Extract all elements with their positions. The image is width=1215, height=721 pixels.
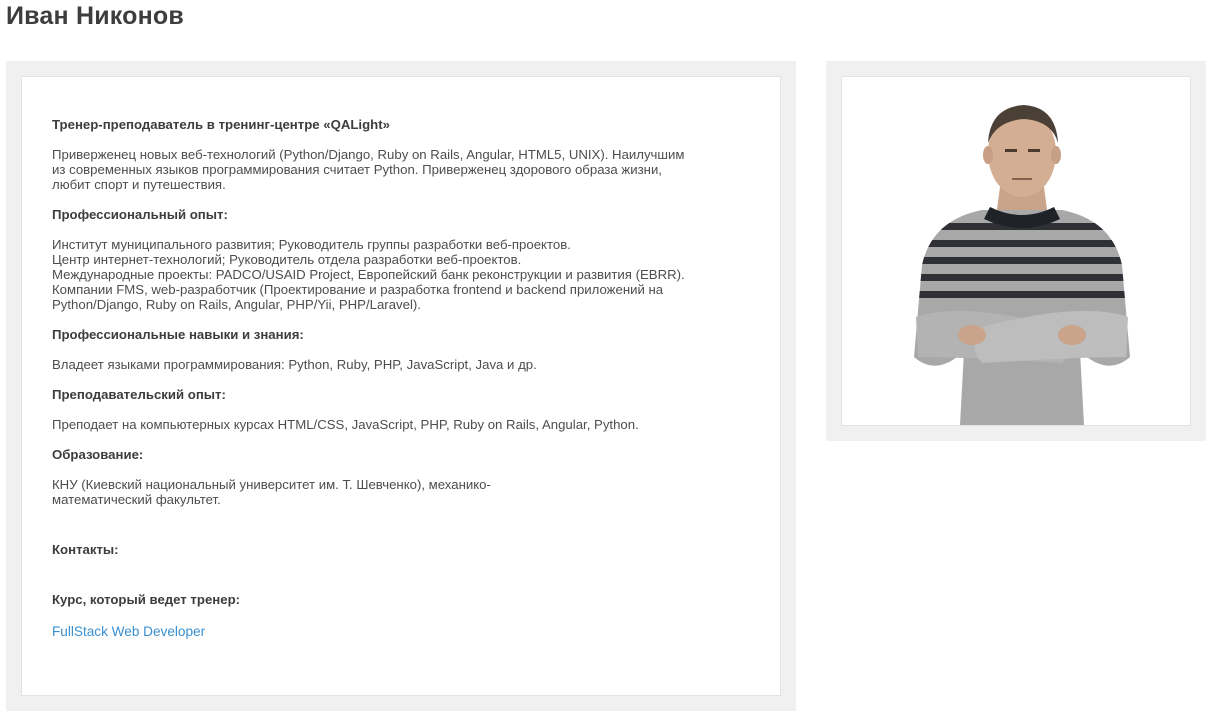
- experience-line: Центр интернет-технологий; Руководитель отдела разработки веб-проектов.: [52, 252, 522, 267]
- photo-card: [841, 76, 1191, 426]
- experience-line: Международные проекты: PADCO/USAID Project, Европейский банк реконструкции и развития (EBRR).: [52, 267, 685, 282]
- contacts-heading: Контакты:: [52, 542, 119, 557]
- bio-panel: [6, 61, 796, 711]
- experience-line: Компании FMS, web-разработчик (Проектирование и разработка frontend и backend приложений на: [52, 282, 664, 297]
- trainer-portrait-photo: [902, 95, 1142, 425]
- education-heading: Образование:: [52, 447, 144, 462]
- course-link[interactable]: FullStack Web Developer: [52, 624, 206, 639]
- education-line: математический факультет.: [52, 492, 221, 507]
- about-line: Приверженец новых веб-технологий (Python/Django, Ruby on Rails, Angular, HTML5, UNIX). Наилучшим: [52, 147, 685, 162]
- about-line: любит спорт и путешествия.: [52, 177, 226, 192]
- position-heading: Тренер-преподаватель в тренинг-центре «QALight»: [52, 117, 390, 132]
- experience-heading: Профессиональный опыт:: [52, 207, 228, 222]
- education-line: КНУ (Киевский национальный университет им. Т. Шевченко), механико-: [52, 477, 491, 492]
- about-line: из современных языков программирования считает Python. Приверженец здорового образа жизни,: [52, 162, 662, 177]
- experience-line: Python/Django, Ruby on Rails, Angular, PHP/Yii, PHP/Laravel).: [52, 297, 421, 312]
- teaching-heading: Преподавательский опыт:: [52, 387, 226, 402]
- bio-content: [52, 117, 752, 639]
- skills-heading: Профессиональные навыки и знания:: [52, 327, 304, 342]
- photo-panel: [826, 61, 1206, 441]
- bio-card: [21, 76, 781, 696]
- course-heading: Курс, который ведет тренер:: [52, 592, 241, 607]
- teaching-text: Преподает на компьютерных курсах HTML/CSS, JavaScript, PHP, Ruby on Rails, Angular, Python.: [52, 417, 639, 432]
- skills-text: Владеет языками программирования: Python, Ruby, PHP, JavaScript, Java и др.: [52, 357, 537, 372]
- page-title: Иван Никонов: [6, 2, 184, 30]
- experience-line: Институт муниципального развития; Руководитель группы разработки веб-проектов.: [52, 237, 571, 252]
